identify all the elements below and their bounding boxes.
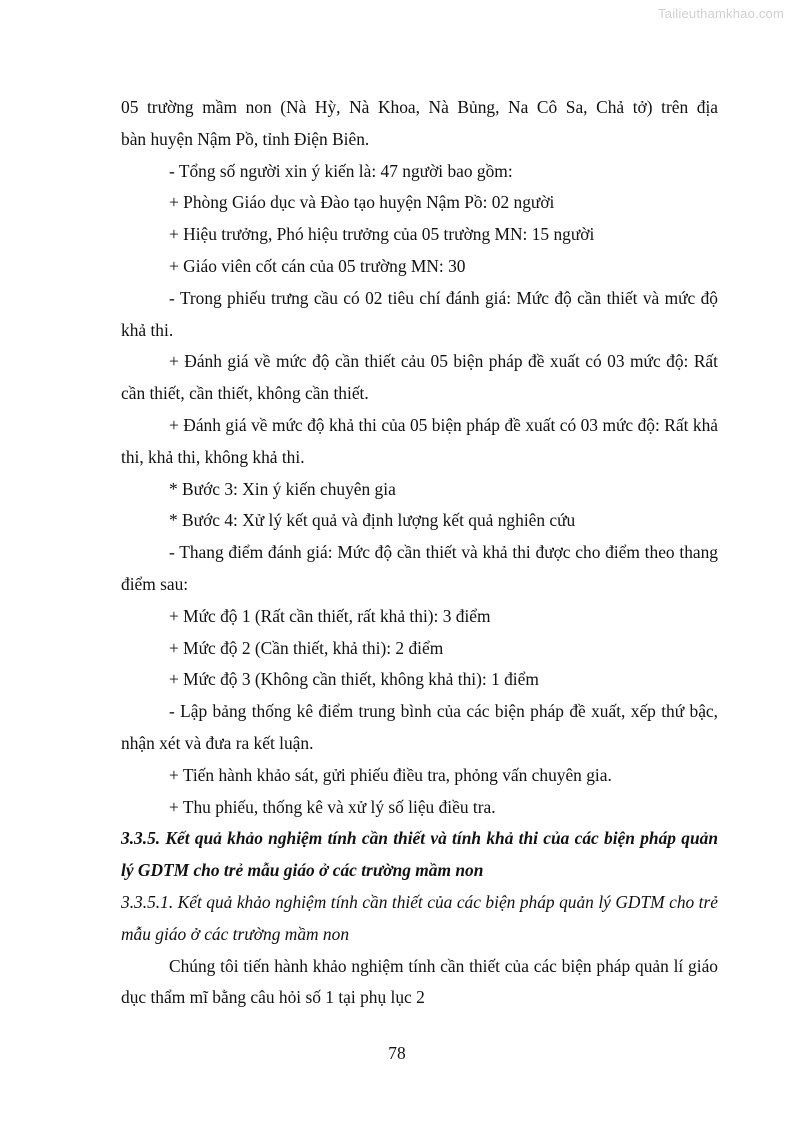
paragraph-location-line: 05 trường mầm non (Nà Hỳ, Nà Khoa, Nà Bủng, Na Cô Sa, Chả tở) trên địa (121, 97, 718, 117)
list-item-collection: + Thu phiếu, thống kê và xử lý số liệu điều tra. (169, 796, 496, 817)
list-item-department: + Phòng Giáo dục và Đào tạo huyện Nậm Pồ: 02 người (169, 192, 555, 213)
list-item-level-2: + Mức độ 2 (Cần thiết, khả thi): 2 điểm (169, 637, 444, 658)
list-item-level-3: + Mức độ 3 (Không cần thiết, không khả thi): 1 điểm (169, 669, 539, 690)
paragraph-location-end: bàn huyện Nậm Pồ, tỉnh Điện Biên. (121, 128, 370, 149)
list-item-principals: + Hiệu trưởng, Phó hiệu trưởng của 05 trường MN: 15 người (169, 224, 595, 245)
paragraph-total-respondents: - Tổng số người xin ý kiến là: 47 người bao gồm: (169, 160, 513, 181)
paragraph-criteria: - Trong phiếu trưng cầu có 02 tiêu chí đánh giá: Mức độ cần thiết và mức độ khả thi. (121, 287, 718, 340)
list-item-teachers: + Giáo viên cốt cán của 05 trường MN: 30 (169, 255, 466, 276)
step-4: * Bước 4: Xử lý kết quả và định lượng kết quả nghiên cứu (169, 510, 576, 531)
page-number: 78 (388, 1043, 406, 1063)
step-3: * Bước 3: Xin ý kiến chuyên gia (169, 478, 396, 499)
list-item-feasibility-levels: + Đánh giá về mức độ khả thi của 05 biện pháp đề xuất có 03 mức độ: Rất khả thi, khả thi, không khả thi. (121, 414, 718, 467)
paragraph-statistics: - Lập bảng thống kê điểm trung bình của các biện pháp đề xuất, xếp thứ bậc, nhận xét và đưa ra kết luận. (121, 701, 718, 753)
list-item-survey: + Tiến hành khảo sát, gửi phiếu điều tra, phỏng vấn chuyên gia. (169, 764, 612, 785)
list-item-necessity-levels: + Đánh giá về mức độ cần thiết cảu 05 biện pháp đề xuất có 03 mức độ: Rất cần thiết, cần thiết, không cần thiết. (121, 351, 718, 404)
list-item-level-1: + Mức độ 1 (Rất cần thiết, rất khả thi): 3 điểm (169, 605, 491, 626)
section-heading-3-3-5: 3.3.5. Kết quả khảo nghiệm tính cần thiết và tính khả thi của các biện pháp quản lý GDTM cho trẻ mẫu giáo ở các trường mầm non (121, 828, 718, 881)
paragraph-conclusion: Chúng tôi tiến hành khảo nghiệm tính cần thiết của các biện pháp quản lí giáo dục thẩm mĩ bằng câu hỏi số 1 tại phụ lục 2 (121, 955, 718, 1008)
paragraph-scoring-scale: - Thang điểm đánh giá: Mức độ cần thiết và khả thi được cho điểm theo thang điểm sau: (121, 542, 718, 594)
watermark-text: Tailieuthamkhao.com (658, 6, 784, 21)
page-body (121, 92, 718, 1014)
subsection-heading-3-3-5-1: 3.3.5.1. Kết quả khảo nghiệm tính cần thiết của các biện pháp quản lý GDTM cho trẻ mẫu giáo ở các trường mầm non (121, 891, 718, 944)
